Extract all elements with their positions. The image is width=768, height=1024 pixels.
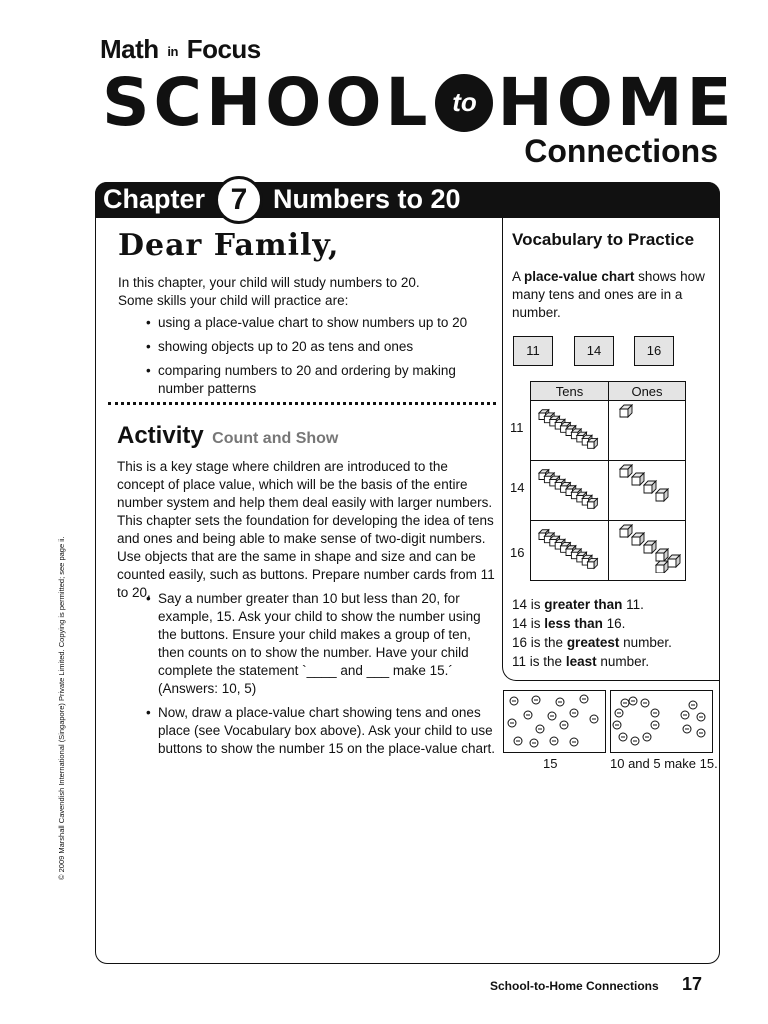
number-card-14: 14 bbox=[574, 336, 614, 366]
vocabulary-definition bbox=[512, 268, 708, 322]
row-label-11: 11 bbox=[510, 420, 524, 435]
ones-cell bbox=[609, 461, 686, 521]
list-item: • Say a number greater than 10 but less than 20, for example, 15. Ask your child to show the number using the buttons. Ensure your child makes a group of ten, then counts on to show the number. Have your child complete the statement `____ and ___ make 15.´ (Answers: 10, 5) bbox=[146, 590, 496, 698]
fact-text: number. bbox=[600, 654, 650, 669]
comparison-facts bbox=[512, 595, 712, 671]
row-label-16: 16 bbox=[510, 545, 525, 560]
fact-line bbox=[512, 614, 712, 633]
fact-text: 16. bbox=[606, 616, 626, 631]
brand-home: HOME bbox=[497, 64, 736, 141]
fact-text: number. bbox=[623, 635, 672, 650]
list-item: • using a place-value chart to show numbers up to 20 bbox=[146, 314, 496, 332]
ones-cell bbox=[609, 401, 686, 461]
fact-line bbox=[512, 595, 712, 614]
list-item: • Now, draw a place-value chart showing tens and ones place (see Vocabulary box above). Ask your child to use buttons to show the number 15 on the place-value chart. bbox=[146, 704, 496, 758]
caption-10-and-5: 10 and 5 make 15. bbox=[610, 756, 718, 771]
fact-term: less than bbox=[544, 616, 603, 631]
fact-text: 14 is bbox=[512, 616, 541, 631]
buttons-scattered-icon bbox=[504, 691, 604, 751]
brand-focus: Focus bbox=[186, 34, 261, 64]
ten-rod-icon bbox=[535, 405, 605, 451]
dotted-divider bbox=[108, 402, 496, 405]
brand-math: Math bbox=[100, 34, 159, 64]
brand-connections: Connections bbox=[524, 133, 718, 169]
intro-line-2: Some skills your child will practice are: bbox=[118, 293, 349, 308]
unit-cubes-icon bbox=[612, 523, 682, 573]
caption-15: 15 bbox=[543, 756, 558, 771]
fact-term: greatest bbox=[566, 635, 620, 650]
unit-cubes-icon bbox=[612, 463, 682, 513]
tens-header: Tens bbox=[531, 382, 609, 401]
chapter-title: Numbers to 20 bbox=[273, 184, 461, 214]
activity-subtitle: Count and Show bbox=[212, 430, 339, 447]
activity-steps bbox=[146, 590, 496, 764]
fact-term: least bbox=[565, 654, 597, 669]
brand-in: in bbox=[167, 43, 178, 59]
fact-line bbox=[512, 652, 712, 671]
ten-rod-icon bbox=[535, 465, 605, 511]
brand-school: SCHOOL bbox=[102, 64, 432, 141]
skills-list bbox=[146, 314, 496, 404]
number-card-11: 11 bbox=[513, 336, 553, 366]
tens-cell bbox=[531, 521, 609, 581]
fact-text: 14 is bbox=[512, 597, 541, 612]
buttons-grouped-box bbox=[610, 690, 713, 753]
fact-term: greater than bbox=[544, 597, 623, 612]
chapter-number-badge: 7 bbox=[215, 176, 263, 224]
definition-term: place-value chart bbox=[524, 269, 635, 284]
definition-pre: A bbox=[512, 269, 521, 284]
activity-title: Activity bbox=[117, 422, 204, 449]
tens-cell bbox=[531, 401, 609, 461]
fact-text: 16 is the bbox=[512, 635, 564, 650]
letter-greeting: Dear Family, bbox=[118, 228, 340, 263]
ten-rod-icon bbox=[535, 525, 605, 571]
list-item: • showing objects up to 20 as tens and ones bbox=[146, 338, 496, 356]
tens-cell bbox=[531, 461, 609, 521]
fact-line bbox=[512, 633, 712, 652]
number-card-16: 16 bbox=[634, 336, 674, 366]
buttons-grouped-icon bbox=[611, 691, 711, 751]
unit-cubes-icon bbox=[612, 403, 682, 453]
activity-paragraph: This is a key stage where children are introduced to the concept of place value, which will be the basis of the entire number system and help them deal easily with larger numbers. This chapter sets the foundation for developing the idea of tens and ones and being able to make sense of two-digit numbers. Use objects that are the same in shape and size and can be counted easily, such as buttons. Prepare number cards from 11 to 20. bbox=[117, 459, 495, 600]
row-label-14: 14 bbox=[510, 480, 525, 495]
fact-text: 11. bbox=[626, 597, 644, 612]
buttons-scattered-box bbox=[503, 690, 606, 753]
fact-text: 11 is the bbox=[512, 654, 563, 669]
brand-to-badge: to bbox=[435, 74, 493, 132]
chapter-bar bbox=[95, 182, 720, 218]
ones-header: Ones bbox=[609, 382, 686, 401]
vocabulary-title: Vocabulary to Practice bbox=[512, 230, 695, 249]
list-item: • comparing numbers to 20 and ordering by making number patterns bbox=[146, 362, 496, 398]
footer-label: School-to-Home Connections bbox=[490, 979, 659, 993]
intro-line-1: In this chapter, your child will study numbers to 20. bbox=[118, 275, 420, 290]
activity-heading bbox=[117, 422, 338, 450]
copyright-note: © 2009 Marshall Cavendish International (Singapore) Private Limited. Copying is permitted; see page ii. bbox=[57, 536, 66, 880]
definition-post: shows how many tens and ones are in a number. bbox=[512, 269, 705, 320]
chapter-label: Chapter bbox=[103, 184, 206, 214]
place-value-chart bbox=[530, 381, 686, 581]
ones-cell bbox=[609, 521, 686, 581]
brand-school-to-home bbox=[102, 66, 736, 140]
letter-intro bbox=[118, 274, 498, 310]
page-number: 17 bbox=[682, 974, 703, 994]
brand-math-in-focus bbox=[100, 34, 261, 65]
